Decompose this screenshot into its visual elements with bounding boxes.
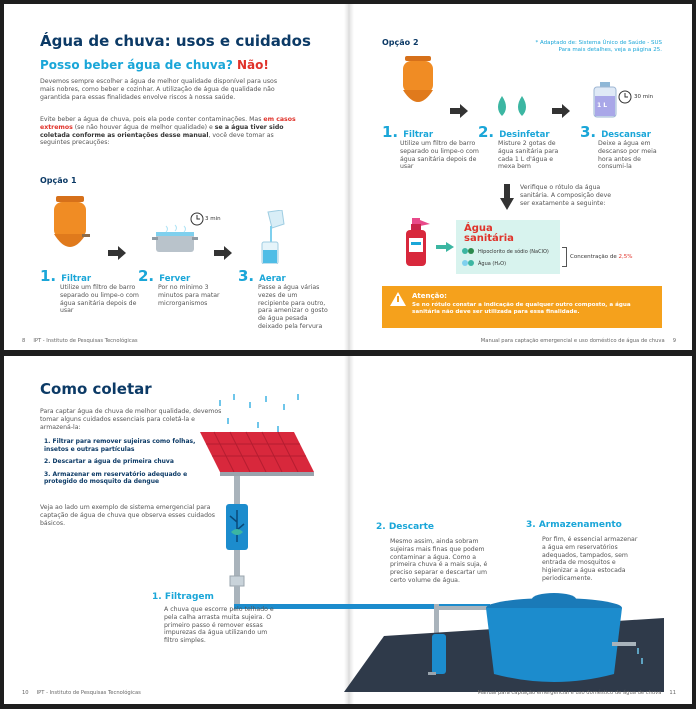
para2-red-text: em casos extremos xyxy=(40,116,296,131)
page-fold xyxy=(344,4,354,350)
para2-text-c: , você deve tomar as seguintes precauções: xyxy=(40,131,274,147)
rain-drops xyxy=(220,394,298,432)
arrow-right-icon xyxy=(552,104,570,118)
paragraph-1: Devemos sempre escolher a água de melhor qualidade disponível para usos mais nobres, como beber e cozinhar. A utilização de água de qualidade não garantida para essas finalidades envolve riscos à nossa saúde. xyxy=(40,78,278,101)
source-note: * Adaptado de: Sistema Único de Saúde - SUS Para mais detalhes, veja a página 25. xyxy=(535,40,662,53)
bottle-label: 1 L xyxy=(597,102,608,109)
step-desc: Por no mínimo 3 minutos para matar microrganismos xyxy=(158,284,220,307)
discard-tank xyxy=(432,634,446,674)
clay-filter-icon xyxy=(398,54,438,116)
pouring-glass-icon xyxy=(256,210,286,264)
step-number: 3. xyxy=(580,123,597,141)
question-text: Posso beber água de chuva? xyxy=(40,58,233,72)
care-list xyxy=(44,438,214,486)
list-item: 1. Filtrar para remover sujeiras como folhas, insetos e outras partículas xyxy=(44,438,196,453)
clock-icon xyxy=(190,212,204,226)
list-item: 2. Descartar a água de primeira chuva xyxy=(44,458,174,466)
para2-text-a: Evite beber a água de chuva, pois ela pode conter contaminações. Mas xyxy=(40,116,264,123)
step-number: 1. xyxy=(382,123,399,141)
component-1: Hipoclorito de sódio (NaClO) xyxy=(478,249,549,255)
para2-bold-text: se a água tiver sido coletada conforme as orientações desse manual xyxy=(40,123,284,139)
filtragem-title: 1. Filtragem xyxy=(152,592,214,602)
timer-label: 30 min xyxy=(634,94,654,100)
concentration-label: Concentração de xyxy=(570,254,619,260)
page-title: Como coletar xyxy=(40,380,152,398)
footer xyxy=(466,690,676,696)
outro-text: Veja ao lado um exemplo de sistema emergencial para captação de água de chuva que observa esses cuidados básicos. xyxy=(40,504,216,527)
descarte-title: 2. Descarte xyxy=(376,522,434,532)
armazenamento-desc: Por fim, é essencial armazenar a água em reservatórios adequados, tampados, sem entrada de mosquitos e higienizar a água estocada periodicamente. xyxy=(542,536,638,582)
footer-text: IPT - Instituto de Pesquisas Tecnológicas xyxy=(36,690,141,696)
storage-tank xyxy=(486,608,622,682)
step-label: Filtrar xyxy=(61,274,92,284)
footer-text: Manual para captação emergencial e uso doméstico de água de chuva xyxy=(480,338,665,344)
boiling-pot-icon xyxy=(152,224,198,258)
armazenamento-title: 3. Armazenamento xyxy=(526,520,622,530)
step-number: 2. xyxy=(138,267,155,285)
step-descansar xyxy=(580,122,651,141)
page-number: 10 xyxy=(22,690,29,696)
page-number: 9 xyxy=(672,338,676,344)
footer xyxy=(22,690,141,696)
step-label: Ferver xyxy=(159,274,191,284)
para2-text-b: (se não houver água de melhor qualidade) e xyxy=(72,123,215,131)
gutter xyxy=(220,472,314,476)
footer-text: Manual para captação emergencial e uso doméstico de água de chuva xyxy=(477,690,662,696)
step-desc: Passe a água várias vezes de um recipiente para outro, para amenizar o gosto de água pesada deixado pela fervura xyxy=(258,284,328,330)
bleach-bottle-icon xyxy=(402,218,434,268)
concentration xyxy=(570,254,633,260)
step-label: Aerar xyxy=(259,274,286,284)
warning-title: Atenção: xyxy=(412,292,447,300)
water-bottle-icon xyxy=(592,82,618,118)
option-1-label: Opção 1 xyxy=(40,176,77,185)
verify-text: Verifique o rótulo da água sanitária. A composição deve ser exatamente a seguinte: xyxy=(520,184,612,207)
filtragem-desc: A chuva que escorre pelo telhado e pela calha arrasta muita sujeira. O primeiro passo é remover essas impurezas da água utilizando um filtro simples. xyxy=(164,606,274,645)
molecule-icon xyxy=(462,260,476,266)
intro-text: Para captar água de chuva de melhor qualidade, devemos tomar alguns cuidados essenciais para coletá-la e armazená-la: xyxy=(40,408,222,431)
spread-pages-10-11 xyxy=(4,356,692,704)
brace xyxy=(562,247,567,267)
list-item: 3. Armazenar em reservatório adequado e protegido do mosquito da dengue xyxy=(44,470,188,486)
arrow-down-icon xyxy=(500,184,514,210)
step-number: 3. xyxy=(238,267,255,285)
step-desc: Utilize um filtro de barro separado ou limpe-o com água sanitária depois de usar xyxy=(400,140,479,171)
step-desc: Utilize um filtro de barro separado ou limpe-o com água sanitária depois de usar xyxy=(60,284,139,315)
footer-text: IPT - Instituto de Pesquisas Tecnológicas xyxy=(33,338,138,344)
step-aerar xyxy=(238,266,286,285)
step-number: 1. xyxy=(40,267,57,285)
footer xyxy=(22,338,138,344)
step-filtrar xyxy=(40,266,91,285)
page-title: Água de chuva: usos e cuidados xyxy=(40,32,311,50)
warning-text: Se no rótulo constar a indicação de qualquer outro composto, a água sanitária não deve ser utilizada para essa finalidade. xyxy=(412,302,631,315)
molecule-icon xyxy=(462,248,476,254)
warning-icon xyxy=(390,292,406,306)
step-ferver xyxy=(138,266,190,285)
clay-filter-icon xyxy=(48,194,92,264)
step-number: 2. xyxy=(478,123,495,141)
answer-text: Não! xyxy=(236,58,269,72)
spread-pages-8-9 xyxy=(4,4,692,350)
timer-label: 3 min xyxy=(205,216,221,222)
descarte-desc: Mesmo assim, ainda sobram sujeiras mais finas que podem contaminar a água. Como a primeira chuva é a mais suja, é preciso separar e descartar um certo volume de água. xyxy=(390,538,488,584)
pipe xyxy=(234,476,240,506)
component-2: Água (H₂O) xyxy=(478,261,507,267)
arrow-right-icon xyxy=(214,246,232,260)
step-label: Desinfetar xyxy=(499,130,550,140)
arrow-right-icon xyxy=(108,246,126,260)
water-drops-icon xyxy=(492,94,532,118)
section-question xyxy=(40,58,269,72)
concentration-value: 2,5% xyxy=(618,254,633,260)
paragraph-2 xyxy=(40,116,300,147)
page-number: 11 xyxy=(669,690,676,696)
step-desinfetar xyxy=(478,122,550,141)
step-desc: Deixe a água em descanso por meia hora antes de consumi-la xyxy=(598,140,657,171)
step-label: Descansar xyxy=(601,130,651,140)
footer xyxy=(466,338,676,344)
clock-icon xyxy=(618,90,632,104)
arrow-right-icon xyxy=(450,104,468,118)
option-2-label: Opção 2 xyxy=(382,38,419,47)
step-filtrar xyxy=(382,122,433,141)
arrow-right-icon xyxy=(436,242,454,252)
step-desc: Misture 2 gotas de água sanitária para cada 1 L d'água e mexa bem xyxy=(498,140,559,171)
page-number: 8 xyxy=(22,338,26,344)
step-label: Filtrar xyxy=(403,130,434,140)
label-title: Água sanitária xyxy=(464,223,514,244)
